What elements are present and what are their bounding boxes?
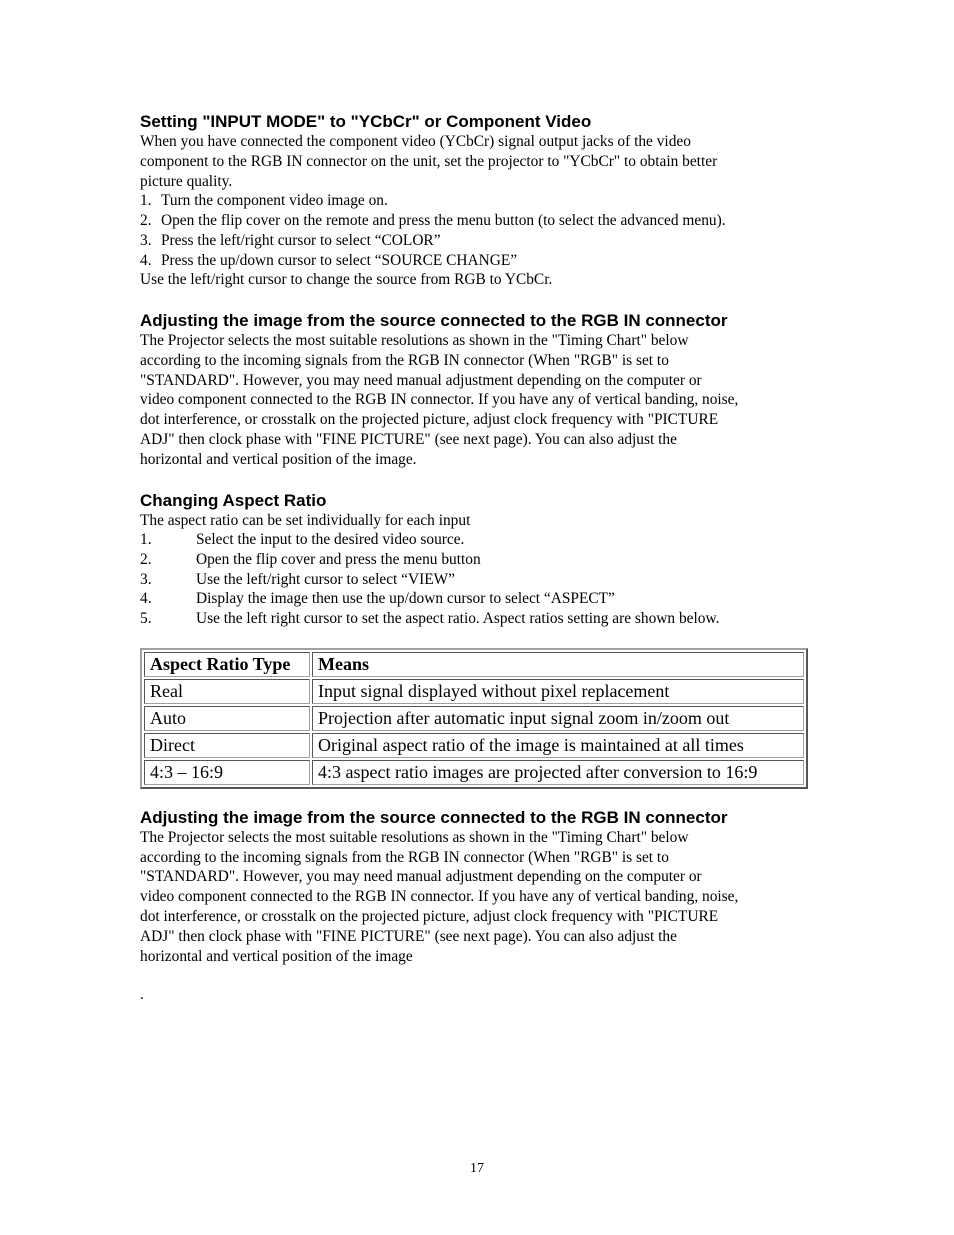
step-text: Open the flip cover on the remote and press the menu button (to select the advanced menu).	[161, 212, 726, 230]
step-number: 4.	[140, 251, 152, 269]
heading-input-mode: Setting "INPUT MODE" to "YCbCr" or Component Video	[140, 112, 592, 131]
aspect-ratio-table	[140, 648, 808, 789]
text-line: according to the incoming signals from the RGB IN connector (When "RGB" is set to	[140, 351, 669, 369]
step-text: Select the input to the desired video source.	[196, 531, 465, 549]
list-item	[140, 550, 820, 570]
adjusting-rgb-repeat-paragraph	[140, 828, 820, 967]
step-number: 3.	[140, 570, 152, 588]
list-item	[140, 589, 820, 609]
step-text: Turn the component video image on.	[161, 192, 388, 210]
list-item	[140, 191, 820, 211]
list-item	[140, 570, 820, 590]
list-item	[140, 609, 820, 629]
step-text: Press the up/down cursor to select “SOURCE CHANGE”	[161, 251, 518, 269]
heading-aspect-ratio: Changing Aspect Ratio	[140, 490, 327, 510]
text-line: ADJ" then clock phase with "FINE PICTURE" (see next page). You can also adjust the	[140, 430, 677, 448]
step-number: 4.	[140, 590, 152, 608]
table-header-cell: Aspect Ratio Type	[144, 652, 310, 677]
input-mode-closing: Use the left/right cursor to change the source from RGB to YCbCr.	[140, 271, 553, 289]
list-item	[140, 530, 820, 550]
step-number: 5.	[140, 610, 152, 628]
table-cell: Original aspect ratio of the image is maintained at all times	[312, 733, 804, 758]
text-line: video component connected to the RGB IN connector. If you have any of vertical banding, noise,	[140, 888, 739, 906]
text-line: component to the RGB IN connector on the unit, set the projector to "YCbCr" to obtain better	[140, 152, 718, 170]
text-line: The Projector selects the most suitable resolutions as shown in the "Timing Chart" below	[140, 828, 689, 846]
text-line: video component connected to the RGB IN connector. If you have any of vertical banding, noise,	[140, 391, 739, 409]
list-item	[140, 231, 820, 251]
text-line: "STANDARD". However, you may need manual adjustment depending on the computer or	[140, 371, 702, 389]
list-item	[140, 211, 820, 231]
step-number: 2.	[140, 212, 152, 230]
table-header-cell: Means	[312, 652, 804, 677]
aspect-ratio-intro: The aspect ratio can be set individually for each input	[140, 511, 471, 529]
table-row	[144, 733, 804, 758]
text-line: horizontal and vertical position of the image	[140, 947, 413, 965]
text-line: horizontal and vertical position of the image.	[140, 450, 417, 468]
step-text: Open the flip cover and press the menu button	[196, 551, 481, 569]
step-number: 1.	[140, 192, 152, 210]
trailing-period: .	[140, 986, 144, 1004]
table-row	[144, 706, 804, 731]
text-line: When you have connected the component video (YCbCr) signal output jacks of the video	[140, 133, 691, 150]
step-text: Use the left/right cursor to select “VIEW”	[196, 570, 455, 588]
text-line: "STANDARD". However, you may need manual adjustment depending on the computer or	[140, 868, 702, 886]
document-page	[140, 112, 820, 1005]
table-cell: Auto	[144, 706, 310, 731]
text-line: dot interference, or crosstalk on the projected picture, adjust clock frequency with "PICTURE	[140, 411, 719, 429]
table-cell: Projection after automatic input signal zoom in/zoom out	[312, 706, 804, 731]
step-number: 3.	[140, 231, 152, 249]
step-text: Press the left/right cursor to select “COLOR”	[161, 231, 441, 249]
table-row	[144, 679, 804, 704]
text-line: according to the incoming signals from the RGB IN connector (When "RGB" is set to	[140, 848, 669, 866]
input-mode-paragraph	[140, 132, 820, 191]
table-cell: 4:3 – 16:9	[144, 760, 310, 785]
table-cell: Input signal displayed without pixel replacement	[312, 679, 804, 704]
text-line: The Projector selects the most suitable resolutions as shown in the "Timing Chart" below	[140, 332, 689, 349]
heading-adjusting-rgb: Adjusting the image from the source connected to the RGB IN connector	[140, 311, 728, 330]
heading-adjusting-rgb-repeat: Adjusting the image from the source connected to the RGB IN connector	[140, 807, 728, 827]
step-number: 1.	[140, 531, 152, 549]
list-item	[140, 251, 820, 271]
text-line: dot interference, or crosstalk on the projected picture, adjust clock frequency with "PICTURE	[140, 908, 719, 926]
step-text: Use the left right cursor to set the aspect ratio. Aspect ratios setting are shown below.	[196, 610, 720, 628]
input-mode-steps	[140, 191, 820, 270]
step-text: Display the image then use the up/down cursor to select “ASPECT”	[196, 590, 615, 608]
adjusting-rgb-paragraph	[140, 331, 820, 470]
table-header-row	[144, 652, 804, 677]
step-number: 2.	[140, 551, 152, 569]
table-cell: 4:3 aspect ratio images are projected after conversion to 16:9	[312, 760, 804, 785]
text-line: ADJ" then clock phase with "FINE PICTURE" (see next page). You can also adjust the	[140, 927, 677, 945]
table-cell: Real	[144, 679, 310, 704]
text-line: picture quality.	[140, 172, 233, 190]
aspect-ratio-steps	[140, 530, 820, 629]
table-cell: Direct	[144, 733, 310, 758]
page-number: 17	[470, 1161, 484, 1176]
table-row	[144, 760, 804, 785]
